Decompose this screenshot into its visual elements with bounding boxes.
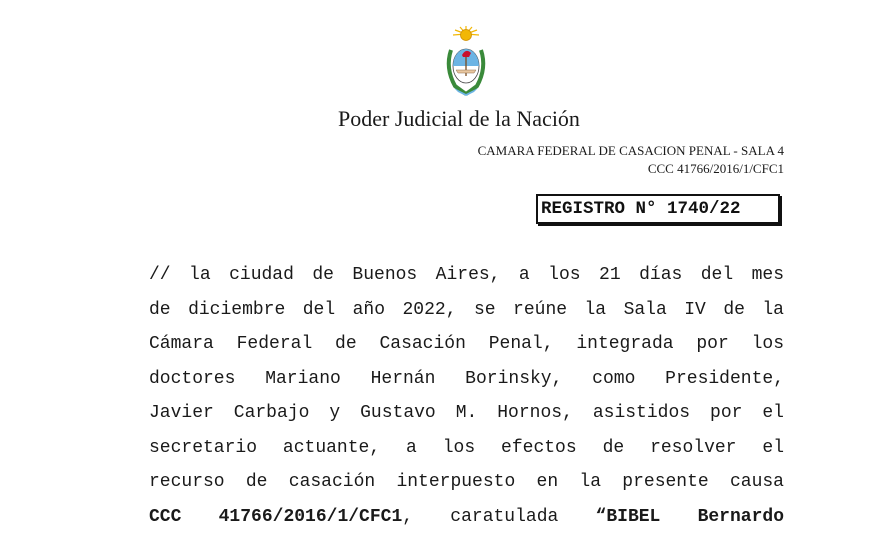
body-line: de diciembre del año 2022, se reúne la Sala IV de la: [149, 293, 784, 328]
clasped-hands: [456, 70, 476, 73]
case-title: “BIBEL Bernardo: [596, 507, 784, 527]
body-line: doctores Mariano Hernán Borinsky, como Presidente,: [149, 362, 784, 397]
body-line: Cámara Federal de Casación Penal, integrada por los: [149, 327, 784, 362]
body-line: // la ciudad de Buenos Aires, a los 21 días del mes: [149, 258, 784, 293]
national-coat-of-arms-seal: [441, 24, 491, 98]
sun-of-may: [461, 30, 472, 41]
registro-number-box: REGISTRO N° 1740/22: [536, 194, 780, 224]
caratulada-text: , caratulada: [402, 507, 595, 527]
court-name: CAMARA FEDERAL DE CASACION PENAL - SALA 4: [478, 143, 784, 159]
institution-name: Poder Judicial de la Nación: [338, 106, 580, 132]
body-line: recurso de casación interpuesto en la presente causa: [149, 465, 784, 500]
document-body: [149, 258, 784, 534]
body-line: secretario actuante, a los efectos de resolver el: [149, 431, 784, 466]
case-code: CCC 41766/2016/1/CFC1: [648, 161, 784, 177]
body-line-last: [149, 500, 784, 534]
body-line: Javier Carbajo y Gustavo M. Hornos, asistidos por el: [149, 396, 784, 431]
case-code-inline: CCC 41766/2016/1/CFC1: [149, 507, 402, 527]
